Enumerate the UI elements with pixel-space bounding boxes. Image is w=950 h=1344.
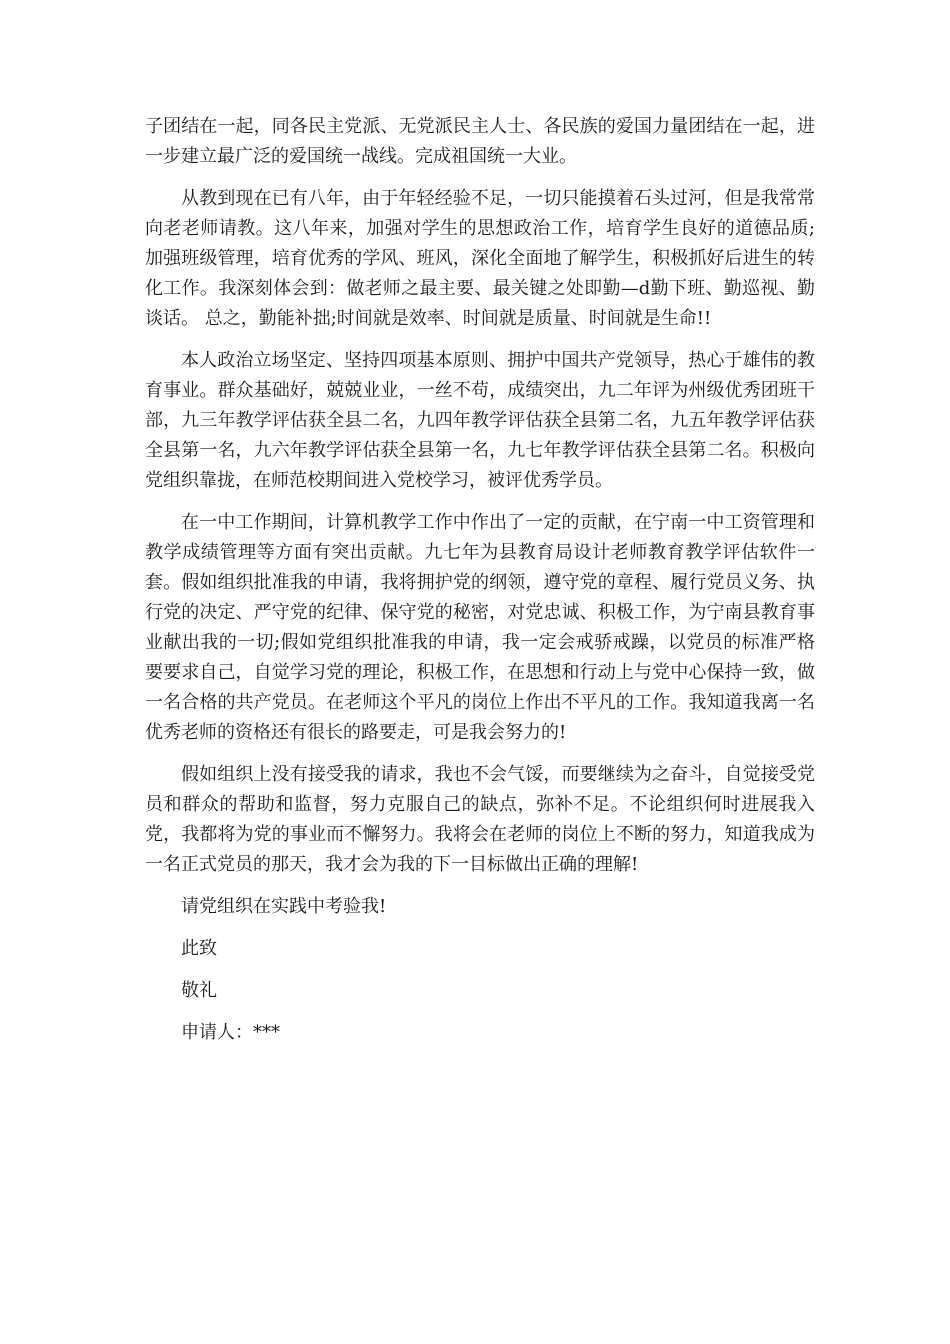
paragraph-5: 假如组织上没有接受我的请求，我也不会气馁，而要继续为之奋斗，自觉接受党员和群众的帮助和监督，努力克服自己的缺点，弥补不足。不论组织何时进展我入党，我都将为党的事业而不懈努力。我将会在老师的岗位上不断的努力，知道我成为一名正式党员的那天，我才会为我的下一目标做出正确的理解! xyxy=(145,764,815,875)
document-body xyxy=(145,112,815,1060)
closing-regards: 敬礼 xyxy=(181,980,217,1001)
closing-request: 请党组织在实践中考验我! xyxy=(181,896,387,917)
closing-applicant: 申请人：*** xyxy=(181,1022,280,1043)
paragraph-3: 本人政治立场坚定、坚持四项基本原则、拥护中国共产党领导，热心于雄伟的教育事业。群众基础好，兢兢业业，一丝不苟，成绩突出，九二年评为州级优秀团班干部，九三年教学评估获全县二名，九四年教学评估获全县第二名，九五年教学评估获全县第一名，九六年教学评估获全县第一名，九七年教学评估获全县第二名。积极向党组织靠拢，在师范校期间进入党校学习，被评优秀学员。 xyxy=(145,350,815,491)
closing-salutation: 此致 xyxy=(181,938,217,959)
paragraph-2: 从教到现在已有八年，由于年轻经验不足，一切只能摸着石头过河，但是我常常向老老师请教。这八年来，加强对学生的思想政治工作，培育学生良好的道德品质;加强班级管理，培育优秀的学风、班风，深化全面地了解学生，积极抓好后进生的转化工作。我深刻体会到：做老师之最主要、最关键之处即勤—d勤下班、勤巡视、勤谈话。 总之，勤能补拙;时间就是效率、时间就是质量、时间就是生命!! xyxy=(145,188,815,329)
paragraph-1: 子团结在一起，同各民主党派、无党派民主人士、各民族的爱国力量团结在一起，进一步建立最广泛的爱国统一战线。完成祖国统一大业。 xyxy=(145,116,815,167)
paragraph-4: 在一中工作期间，计算机教学工作中作出了一定的贡献，在宁南一中工资管理和教学成绩管理等方面有突出贡献。九七年为县教育局设计老师教育教学评估软件一套。假如组织批准我的申请，我将拥护党的纲领，遵守党的章程、履行党员义务、执行党的决定、严守党的纪律、保守党的秘密，对党忠诚、积极工作，为宁南县教育事业献出我的一切;假如党组织批准我的申请，我一定会戒骄戒躁，以党员的标准严格要要求自己，自觉学习党的理论，积极工作，在思想和行动上与党中心保持一致，做一名合格的共产党员。在老师这个平凡的岗位上作出不平凡的工作。我知道我离一名优秀老师的资格还有很长的路要走，可是我会努力的! xyxy=(145,512,815,743)
